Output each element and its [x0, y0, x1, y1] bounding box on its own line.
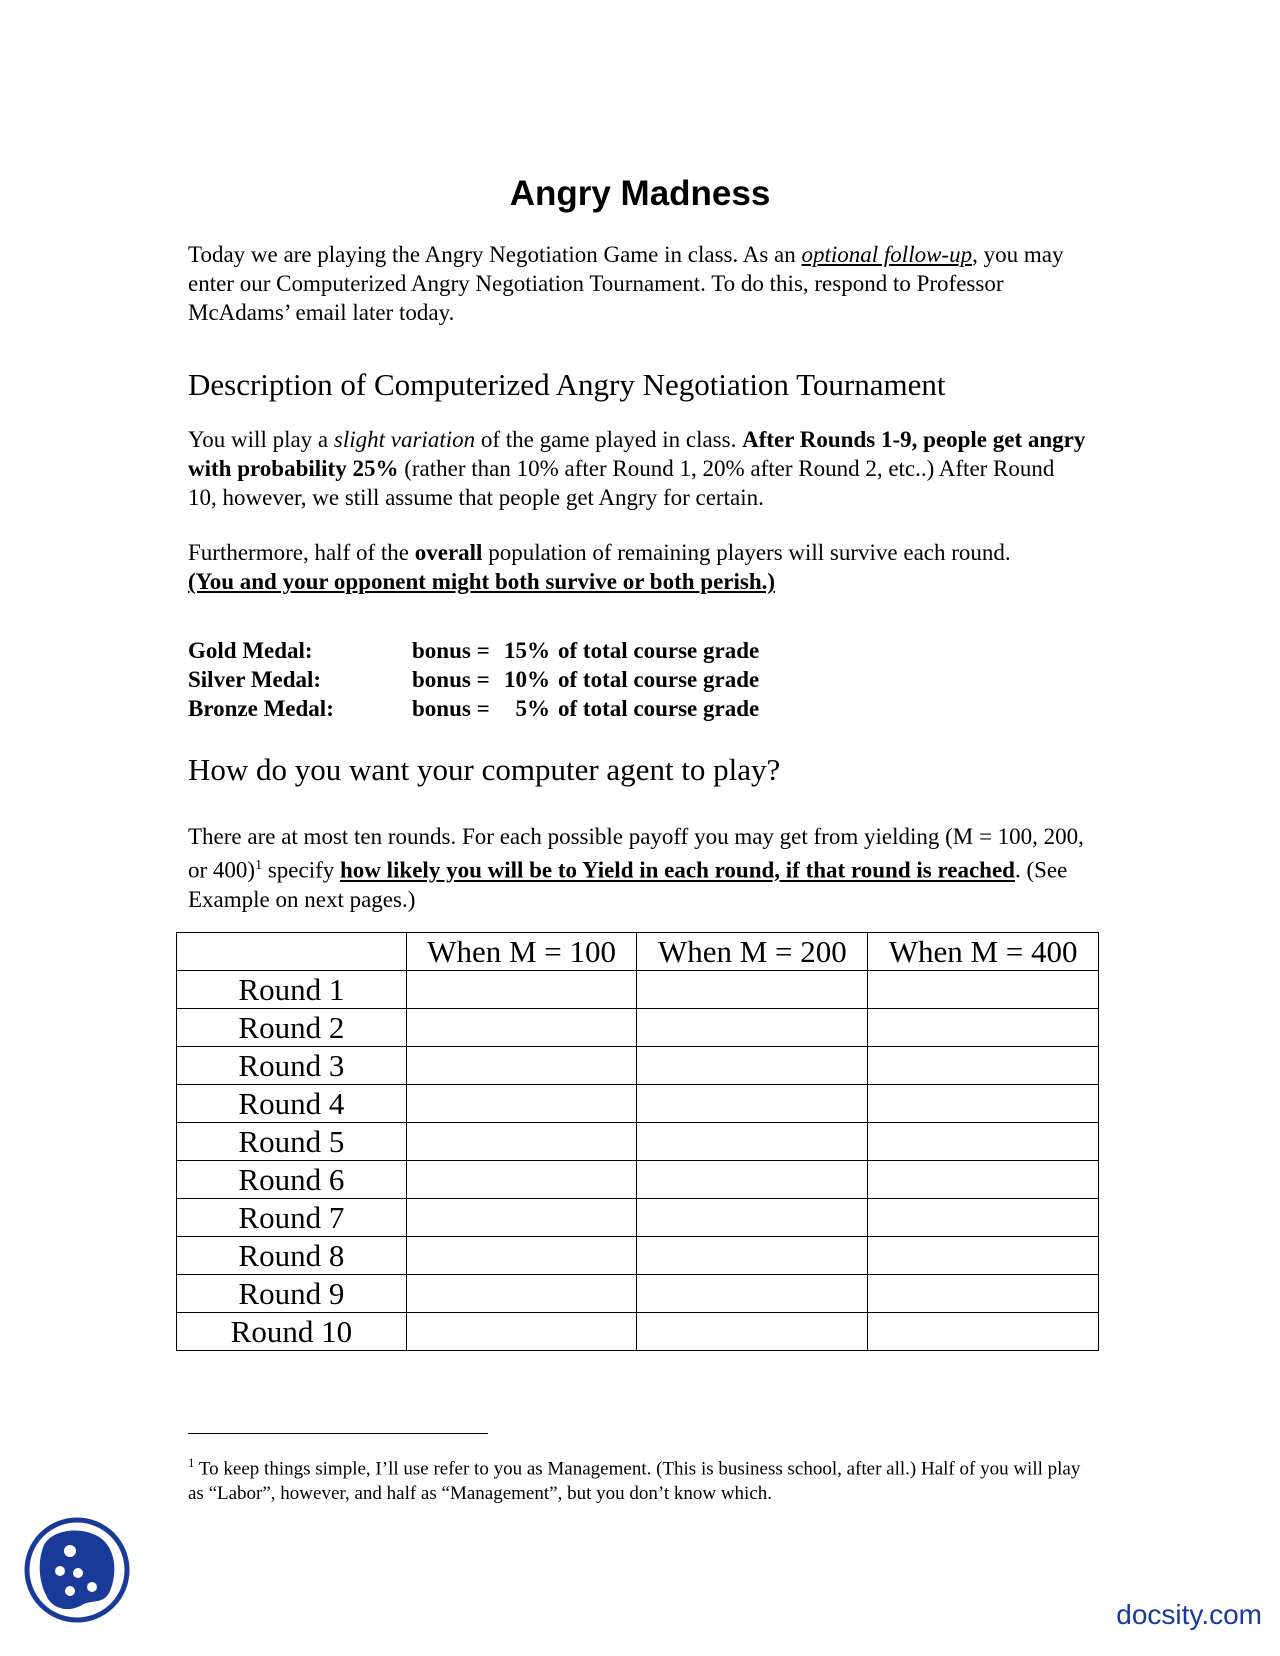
intro-text-1: Today we are playing the Angry Negotiation Game in class. As an	[188, 242, 802, 267]
table-cell[interactable]	[868, 1199, 1099, 1237]
table-cell[interactable]	[406, 1275, 637, 1313]
variation-italic: slight variation	[333, 427, 476, 452]
medal-row-bronze	[188, 694, 759, 723]
medal-bonus: bonus =	[412, 696, 490, 721]
medal-suffix: of total course grade	[558, 667, 760, 692]
table-cell[interactable]	[637, 1161, 868, 1199]
table-header-cell: When M = 200	[637, 933, 868, 971]
survival-underline: (You and your opponent might both survive or both perish.)	[188, 569, 776, 594]
section-heading-description: Description of Computerized Angry Negotiation Tournament	[188, 367, 946, 402]
medal-name: Silver Medal:	[188, 667, 322, 692]
medal-bonus: bonus =	[412, 638, 490, 663]
survival-paragraph	[188, 538, 1088, 596]
table-header-cell: When M = 400	[868, 933, 1099, 971]
variation-bold: After Rounds 1-9, people get angry with probability 25%	[188, 427, 1086, 481]
table-cell[interactable]	[868, 1161, 1099, 1199]
watermark-text: docsity.com	[1116, 1599, 1262, 1630]
table-cell[interactable]	[637, 1313, 868, 1351]
variation-paragraph	[188, 425, 1088, 512]
table-cell[interactable]	[637, 971, 868, 1009]
medal-row-silver	[188, 665, 759, 694]
table-cell[interactable]	[868, 1237, 1099, 1275]
yield-probability-table	[176, 932, 1099, 1351]
table-cell[interactable]	[637, 1123, 868, 1161]
instructions-underline: how likely you will be to Yield in each round, if that round is reached	[340, 857, 1015, 883]
table-cell[interactable]	[868, 1275, 1099, 1313]
table-cell[interactable]	[406, 1085, 637, 1123]
medal-pct: 10%	[504, 667, 550, 692]
instructions-text-a: There are at most ten rounds. For each possible payoff you may get from yielding (M = 100, 200, or 400)	[188, 824, 1084, 883]
round-label: Round 6	[177, 1161, 407, 1199]
survival-bold: overall	[414, 540, 483, 565]
table-row	[177, 1275, 1099, 1313]
table-cell[interactable]	[406, 1047, 637, 1085]
medal-name: Bronze Medal:	[188, 696, 334, 721]
table-row	[177, 1199, 1099, 1237]
table-cell[interactable]	[406, 1313, 637, 1351]
table-header-cell: When M = 100	[406, 933, 637, 971]
table-cell[interactable]	[637, 1199, 868, 1237]
table-cell[interactable]	[637, 1047, 868, 1085]
medal-pct: 5%	[515, 696, 550, 721]
optional-follow-up-text: optional follow-up	[801, 242, 973, 267]
table-cell[interactable]	[868, 1085, 1099, 1123]
table-cell[interactable]	[637, 1085, 868, 1123]
table-row	[177, 1313, 1099, 1351]
round-label: Round 8	[177, 1237, 407, 1275]
medal-bonus: bonus =	[412, 667, 490, 692]
round-label: Round 1	[177, 971, 407, 1009]
variation-text-b: of the game played in class.	[475, 427, 743, 452]
intro-paragraph	[188, 240, 1088, 327]
table-row	[177, 1047, 1099, 1085]
table-row	[177, 1085, 1099, 1123]
round-label: Round 5	[177, 1123, 407, 1161]
footnote	[188, 1450, 1088, 1506]
table-cell[interactable]	[406, 1199, 637, 1237]
footnote-divider	[188, 1433, 488, 1434]
instructions-paragraph	[188, 822, 1088, 914]
table-cell[interactable]	[868, 1047, 1099, 1085]
table-cell[interactable]	[637, 1009, 868, 1047]
round-label: Round 7	[177, 1199, 407, 1237]
footnote-mark: 1	[188, 1455, 195, 1470]
table-cell[interactable]	[406, 1161, 637, 1199]
table-row	[177, 1123, 1099, 1161]
medal-list	[188, 636, 759, 723]
table-cell[interactable]	[868, 1009, 1099, 1047]
instructions-text-c: . (See Example on next pages.)	[188, 857, 1068, 912]
table-row	[177, 1237, 1099, 1275]
table-cell[interactable]	[406, 1123, 637, 1161]
medal-pct: 15%	[504, 638, 550, 663]
variation-text-a: You will play a	[188, 427, 334, 452]
medal-name: Gold Medal:	[188, 638, 313, 663]
round-label: Round 3	[177, 1047, 407, 1085]
medal-suffix: of total course grade	[558, 696, 760, 721]
table-cell[interactable]	[406, 1009, 637, 1047]
medal-row-gold	[188, 636, 759, 665]
table-cell[interactable]	[637, 1275, 868, 1313]
survival-text-b: population of remaining players will survive each round.	[482, 540, 1011, 565]
table-cell[interactable]	[868, 1123, 1099, 1161]
instructions-text-b: specify	[262, 857, 340, 883]
footnote-text: To keep things simple, I’ll use refer to you as Management. (This is business school, after all.) Half of you will play as “Labor”, however, and half as “Management”, but you don’t know which.	[188, 1458, 1081, 1505]
page-title: Angry Madness	[509, 174, 771, 213]
table-cell[interactable]	[868, 1313, 1099, 1351]
table-cell[interactable]	[406, 1237, 637, 1275]
footnote-reference: 1	[255, 858, 263, 873]
variation-text-c: (rather than 10% after Round 1, 20% after Round 2, etc..) After Round 10, however, we still assume that people get Angry for certain.	[188, 456, 1055, 510]
table-row	[177, 971, 1099, 1009]
table-cell[interactable]	[868, 971, 1099, 1009]
table-row	[177, 1009, 1099, 1047]
section-heading-agent: How do you want your computer agent to play?	[188, 752, 781, 787]
round-label: Round 10	[177, 1313, 407, 1351]
intro-text-2: , you may enter our Computerized Angry Negotiation Tournament. To do this, respond to Professor McAdams’ email later today.	[188, 242, 1064, 325]
round-label: Round 9	[177, 1275, 407, 1313]
table-header-row	[177, 933, 1099, 971]
round-label: Round 2	[177, 1009, 407, 1047]
table-cell[interactable]	[406, 971, 637, 1009]
table-cell[interactable]	[637, 1237, 868, 1275]
docsity-logo-icon	[22, 1515, 132, 1625]
medal-suffix: of total course grade	[558, 638, 760, 663]
table-header-cell	[177, 933, 407, 971]
table-row	[177, 1161, 1099, 1199]
round-label: Round 4	[177, 1085, 407, 1123]
survival-text-a: Furthermore, half of the	[188, 540, 415, 565]
